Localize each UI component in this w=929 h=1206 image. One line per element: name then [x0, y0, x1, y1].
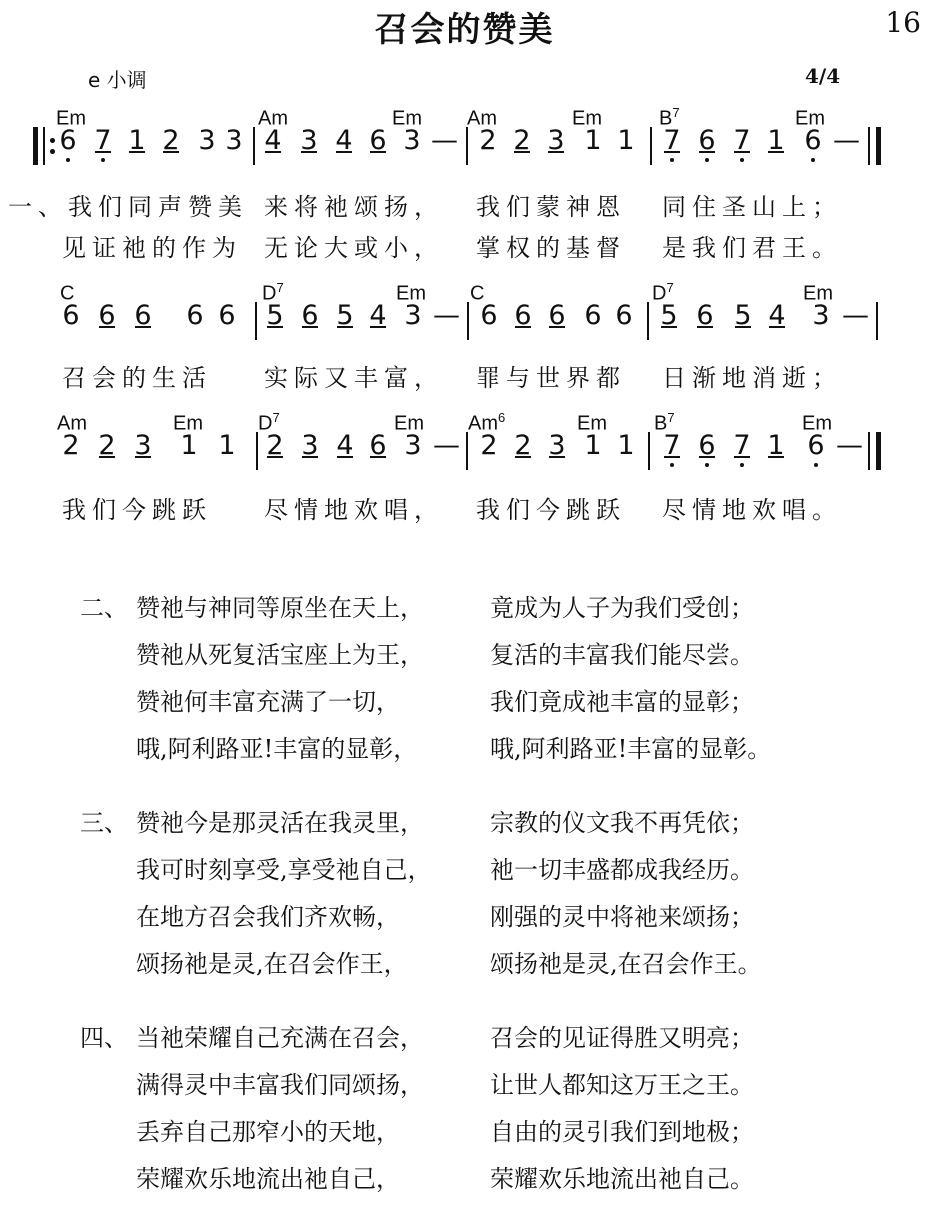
chord-symbol: Em	[802, 412, 832, 435]
jianpu-note: 6	[802, 125, 824, 156]
bar-line	[467, 302, 469, 340]
verse-4	[0, 1018, 929, 1206]
lyric-phrase: 来将祂颂扬，	[264, 193, 444, 221]
verse-line	[0, 729, 929, 776]
verse-text-left: 在地方召会我们齐欢畅，	[136, 903, 400, 931]
jianpu-note: 1	[180, 430, 198, 461]
jianpu-note: 6	[132, 300, 154, 331]
bar-line	[876, 302, 878, 340]
jianpu-note: 3	[299, 430, 321, 461]
bar-line	[255, 302, 257, 340]
jianpu-note: 6	[615, 300, 633, 331]
verse-text-left: 赞祂何丰富充满了一切，	[136, 688, 400, 716]
page-number: 16	[885, 6, 921, 39]
key-signature: e 小调	[88, 68, 147, 92]
jianpu-note: 2	[264, 430, 286, 461]
jianpu-note: 5	[264, 300, 286, 331]
jianpu-dash: —	[433, 430, 460, 461]
chord-symbol: Em	[577, 412, 607, 435]
jianpu-dash: —	[833, 125, 860, 156]
jianpu-note: 2	[480, 430, 498, 461]
jianpu-note: 3	[404, 300, 422, 331]
verse-text-right: 刚强的灵中将祂来颂扬；	[490, 903, 754, 931]
jianpu-note: 5	[732, 300, 754, 331]
chord-symbol: $D^7$	[262, 280, 284, 305]
jianpu-note: 6	[512, 300, 534, 331]
verse-number: 四、	[80, 1024, 128, 1052]
verse-text-right: 宗教的仪文我不再凭依；	[490, 809, 754, 837]
end-thick-bar	[876, 432, 881, 470]
bar-line	[650, 127, 652, 165]
chord-symbol: Am	[258, 107, 288, 130]
verse-text-left: 赞祂今是那灵活在我灵里，	[136, 809, 424, 837]
jianpu-note: 4	[334, 430, 356, 461]
jianpu-note: 5	[658, 300, 680, 331]
verse-line	[0, 803, 929, 850]
jianpu-note: 1	[584, 430, 602, 461]
chord-symbol: Em	[173, 412, 203, 435]
jianpu-note: 2	[479, 125, 497, 156]
jianpu-note: 1	[765, 430, 787, 461]
chord-symbol: Em	[795, 107, 825, 130]
lyric-phrase: 见证祂的作为	[62, 234, 242, 262]
end-thick-bar	[876, 127, 881, 165]
verse-line	[0, 850, 929, 897]
start-repeat-thin-bar	[43, 127, 45, 165]
lyric-line	[0, 228, 929, 260]
jianpu-note: 6	[367, 125, 389, 156]
verse-text-left: 当祂荣耀自己充满在召会，	[136, 1024, 424, 1052]
jianpu-note: 1	[617, 430, 635, 461]
jianpu-note: 7	[661, 125, 683, 156]
jianpu-note: 6	[480, 300, 498, 331]
jianpu-note: 6	[96, 300, 118, 331]
bar-line	[466, 432, 468, 470]
verse-text-left: 荣耀欢乐地流出祂自己，	[136, 1165, 400, 1193]
lyric-phrase: 是我们君王。	[662, 234, 842, 262]
jianpu-note: 4	[367, 300, 389, 331]
jianpu-dash: —	[433, 300, 460, 331]
jianpu-note: 1	[126, 125, 148, 156]
bar-line	[253, 127, 255, 165]
verse-line	[0, 1018, 929, 1065]
jianpu-note: 2	[512, 430, 534, 461]
lyric-phrase: 实际又丰富，	[264, 364, 444, 392]
jianpu-note: 2	[511, 125, 533, 156]
verse-text-right: 自由的灵引我们到地极；	[490, 1118, 754, 1146]
verse-line	[0, 944, 929, 991]
jianpu-note: 3	[812, 300, 830, 331]
verse-text-left: 我可时刻享受,享受祂自己，	[136, 856, 432, 884]
verse-text-right: 哦,阿利路亚!丰富的显彰。	[490, 735, 772, 763]
jianpu-note: 7	[661, 430, 683, 461]
jianpu-dash: —	[836, 430, 863, 461]
chord-symbol: C	[470, 282, 485, 305]
lyric-phrase: 罪与世界都	[476, 364, 626, 392]
verse-text-left: 颂扬祂是灵,在召会作王，	[136, 950, 408, 978]
chord-symbol: Em	[392, 107, 422, 130]
jianpu-note: 3	[404, 430, 422, 461]
jianpu-note: 5	[334, 300, 356, 331]
verse-text-right: 召会的见证得胜又明亮；	[490, 1024, 754, 1052]
jianpu-dash: —	[431, 125, 458, 156]
lyric-phrase: 日渐地消逝；	[662, 364, 842, 392]
jianpu-note: 4	[766, 300, 788, 331]
verse-text-right: 让世人都知这万王之王。	[490, 1071, 754, 1099]
jianpu-note: 6	[696, 125, 718, 156]
verse-line	[0, 897, 929, 944]
jianpu-note: 6	[57, 125, 79, 156]
lyric-phrase: 我们蒙神恩	[476, 193, 626, 221]
jianpu-note: 6	[584, 300, 602, 331]
jianpu-note: 1	[617, 125, 635, 156]
verse-line	[0, 1159, 929, 1206]
jianpu-note: 7	[731, 125, 753, 156]
jianpu-note: 2	[96, 430, 118, 461]
lyric-phrase: 一、我们同声赞美	[8, 193, 248, 221]
chord-symbol: Am	[467, 107, 497, 130]
jianpu-note: 3	[225, 125, 243, 156]
jianpu-note: 7	[92, 125, 114, 156]
verse-text-right: 竟成为人子为我们受创；	[490, 594, 754, 622]
verse-text-left: 赞祂与神同等原坐在天上，	[136, 594, 424, 622]
bar-line	[647, 302, 649, 340]
verse-text-right: 我们竟成祂丰富的显彰；	[490, 688, 754, 716]
jianpu-note: 6	[367, 430, 389, 461]
lyric-phrase: 尽情地欢唱，	[264, 496, 444, 524]
repeat-dots	[50, 135, 55, 157]
verse-line	[0, 1065, 929, 1112]
jianpu-note: 4	[333, 125, 355, 156]
lyric-phrase: 尽情地欢唱。	[662, 496, 842, 524]
jianpu-note: 6	[694, 300, 716, 331]
jianpu-dash: —	[842, 300, 869, 331]
lyric-phrase: 我们今跳跃	[62, 496, 212, 524]
jianpu-note: 1	[218, 430, 236, 461]
verse-text-right: 祂一切丰盛都成我经历。	[490, 856, 754, 884]
jianpu-note: 2	[62, 430, 80, 461]
jianpu-note: 4	[262, 125, 284, 156]
jianpu-note: 2	[160, 125, 182, 156]
bar-line	[648, 432, 650, 470]
lyric-phrase: 同住圣山上；	[662, 193, 842, 221]
chord-symbol: $D^7$	[652, 280, 674, 305]
start-repeat-thick-bar	[33, 127, 38, 165]
chord-symbol: Em	[396, 282, 426, 305]
chord-symbol: $D^7$	[258, 410, 280, 435]
chord-symbol: Am$^6$	[468, 410, 506, 435]
verse-2	[0, 588, 929, 776]
lyric-line	[0, 490, 929, 522]
bar-line	[256, 432, 258, 470]
jianpu-note: 1	[584, 125, 602, 156]
jianpu-note: 6	[62, 300, 80, 331]
time-signature: 4/4	[805, 64, 841, 88]
jianpu-note: 3	[298, 125, 320, 156]
lyric-phrase: 召会的生活	[62, 364, 212, 392]
chord-symbol: Am	[57, 412, 87, 435]
song-title: 召会的赞美	[374, 10, 555, 50]
chord-symbol: C	[60, 282, 75, 305]
end-thin-bar	[868, 127, 870, 165]
verse-text-left: 丢弃自己那窄小的天地，	[136, 1118, 400, 1146]
verse-line	[0, 588, 929, 635]
jianpu-note: 3	[403, 125, 421, 156]
verse-line	[0, 682, 929, 729]
jianpu-note: 1	[765, 125, 787, 156]
verse-text-left: 赞祂从死复活宝座上为王，	[136, 641, 424, 669]
chord-symbol: Em	[572, 107, 602, 130]
verse-text-right: 荣耀欢乐地流出祂自己。	[490, 1165, 754, 1193]
chord-symbol: Em	[56, 107, 86, 130]
jianpu-note: 3	[132, 430, 154, 461]
verse-text-right: 颂扬祂是灵,在召会作王。	[490, 950, 762, 978]
chord-symbol: $B^7$	[659, 105, 680, 130]
verse-text-right: 复活的丰富我们能尽尝。	[490, 641, 754, 669]
chord-symbol: Em	[803, 282, 833, 305]
jianpu-note: 3	[545, 125, 567, 156]
lyric-line	[0, 358, 929, 390]
verse-text-left: 满得灵中丰富我们同颂扬，	[136, 1071, 424, 1099]
bar-line	[466, 127, 468, 165]
jianpu-note: 3	[546, 430, 568, 461]
jianpu-note: 6	[696, 430, 718, 461]
jianpu-note: 6	[186, 300, 204, 331]
lyric-phrase: 无论大或小，	[264, 234, 444, 262]
verse-number: 三、	[80, 809, 128, 837]
verse-line	[0, 635, 929, 682]
chord-symbol: $B^7$	[654, 410, 675, 435]
jianpu-note: 6	[805, 430, 827, 461]
lyric-phrase: 我们今跳跃	[476, 496, 626, 524]
verse-number: 二、	[80, 594, 128, 622]
jianpu-note: 6	[218, 300, 236, 331]
verse-3	[0, 803, 929, 991]
lyric-phrase: 掌权的基督	[476, 234, 626, 262]
jianpu-note: 6	[546, 300, 568, 331]
jianpu-note: 3	[198, 125, 216, 156]
jianpu-note: 6	[299, 300, 321, 331]
jianpu-note: 7	[731, 430, 753, 461]
lyric-line	[0, 187, 929, 219]
end-thin-bar	[868, 432, 870, 470]
verse-text-left: 哦,阿利路亚!丰富的显彰，	[136, 735, 418, 763]
verse-line	[0, 1112, 929, 1159]
chord-symbol: Em	[394, 412, 424, 435]
